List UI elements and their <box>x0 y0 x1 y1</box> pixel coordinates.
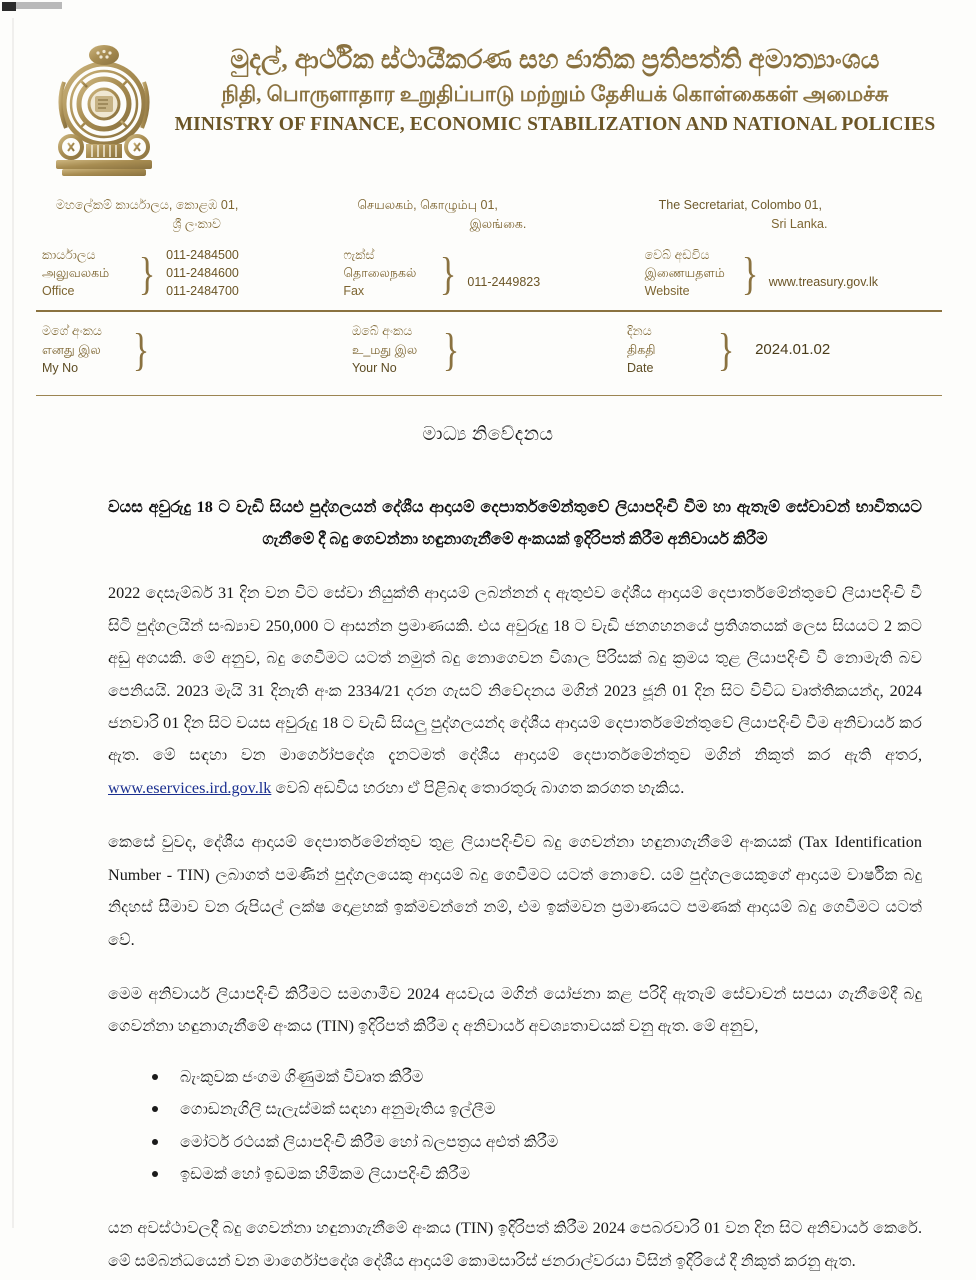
address-sinhala: මහලේකම් කාර්යාලය, කොළඹ 01, ශ්‍රී ලංකාව <box>56 198 239 231</box>
ministry-title-sinhala: මුදල්, ආර්ථික ස්ථායීකරණ සහ ජාතික ප්‍රතිපත්ති අමාත්‍යාංශය <box>230 45 880 74</box>
requirement-list <box>108 1061 922 1191</box>
list-item: මෝටර් රථයක් ලියාපදිංචි කිරීම හෝ බලපත්‍රය අළුත් කිරීම <box>146 1126 922 1158</box>
office-phone-group <box>42 246 333 300</box>
headline: වයස අවුරුදු 18 ට වැඩි සියළු පුද්ගලයන් දේශීය ආදායම් දෙපාර්තමේන්තුවේ ලියාපදිංචි වීම හා ඇතැම් සේවාවන් භාවිතයට ගැනීමේ දී බදු ගෙවන්නා හඳුනාගැනීමේ අංකයක් ඉදිරිපත් කිරීම අනිවාර්ය කිරීම <box>108 498 922 548</box>
eservices-ird-link[interactable]: www.eservices.ird.gov.lk <box>108 778 272 797</box>
date-labels: දිනය திகதி Date <box>627 324 656 375</box>
list-item: ඉඩමක් හෝ ඉඩමක හිමිකම ලියාපදිංචි කිරීම <box>146 1158 922 1190</box>
your-no-labels: ඔබේ අංකය உ_மது இல Your No <box>352 324 418 375</box>
office-labels: කාර්යාලය அலுவலகம் Office <box>42 248 110 299</box>
brace-icon: } <box>717 324 735 376</box>
letterhead <box>0 0 976 180</box>
sri-lanka-national-emblem-icon <box>48 42 160 180</box>
website-url: www.treasury.gov.lk <box>768 274 879 289</box>
contact-block <box>0 180 976 304</box>
ministry-titles <box>160 36 936 136</box>
paragraph-1-text-a: 2022 දෙසැම්බර් 31 දින වන විට සේවා නියුක්ති ආදායම් ලබන්නන් ද ඇතුළුව දේශීය ආදායම් දෙපාර්තමේන්තුවේ ලියාපදිංචි වී සිටි පුද්ගලයින් සංඛ්‍යාව 250,000 ට ආසන්න ප්‍රමාණයකි. එය අවුරුදු 18 ට වැඩි ජනගහනයේ ප්‍රතිශතයක් ලෙස සියයට 2 කට අඩු අගයකි. මේ අනුව, බදු ගෙවීමට යටත් නමුත් බදු නොගෙවන විශාල පිරිසක් බදු ක්‍රමය තුළ ලියාපදිංචි වී නොමැති බව පෙනියයි. 2023 මැයි 31 දිනැති අංක 2334/21 දරන ගැසට් නිවේදනය මගින් 2023 ජූනි 01 දින සිට විවිධ වෘත්තිකයන්ද, 2024 ජනවාරි 01 දින සිට වයස අවුරුදු 18 ට වැඩි සියලු පුද්ගලයන්ද දේශීය ආදායම් දෙපාර්තමේන්තුවේ ලියාපදිංචි වීම අනිවාර්ය කර ඇත. මේ සඳහා වන මාර්ගෝපදේශ දැනටමත් දේශීය ආදායම් දෙපාර්තමේන්තුව මගින් නිකුත් කර ඇති අතර, <box>108 584 922 765</box>
paragraph-1-text-b: වෙබ් අඩවිය හරහා ඒ පිළිබඳ තොරතුරු බාගත කරගත හැකිය. <box>271 778 685 797</box>
fax-labels: ෆැක්ස් தொலைநகல் Fax <box>343 248 417 299</box>
ministry-title-english: MINISTRY OF FINANCE, ECONOMIC STABILIZATION AND NATIONAL POLICIES <box>174 113 936 135</box>
brace-icon: } <box>132 324 150 376</box>
website-group <box>645 246 936 300</box>
brace-icon: } <box>138 247 156 299</box>
paragraph-2: කෙසේ වුවද, දේශීය ආදායම් දෙපාර්තමේන්තුව තුළ ලියාපදිංචිව බදු ගෙවන්නා හඳුනාගැනීමේ අංකයක් (Tax Identification Number - TIN) ලබාගත් පමණින් පුද්ගලයෙකු ආදායම් බදු ගෙවීමට යටත් නොවේ. යම් පුද්ගලයෙකුගේ ආදායම වාර්ෂික බදු නිදහස් සීමාව වන රුපියල් ලක්ෂ දොළහක් ඉක්මවන්නේ නම්, එම ඉක්මවන ප්‍රමාණයට පමණක් ආදායම් බදු ගෙවීමට යටත් වේ. <box>108 833 922 949</box>
document-type-heading: මාධ්‍ය නිවේදනය <box>422 424 554 446</box>
date-value: 2024.01.02 <box>755 341 831 359</box>
list-item: බැංකුවක ජංගම ගිණුමක් විවෘත කිරීම <box>146 1061 922 1093</box>
website-labels: වෙබ් අඩවිය இணையதளம் Website <box>644 248 725 299</box>
contact-column-office <box>42 196 343 300</box>
paragraph-3: මෙම අනිවාර්ය ලියාපදිංචි කිරීමට සමගාමීව 2024 අයවැය මගින් යෝජනා කළ පරිදි ඇතැම් සේවාවන් සපයා ගැනීමේදී බදු ගෙවන්නා හඳුනාගැනීමේ අංකය (TIN) ඉදිරිපත් කිරීම ද අනිවාර්ය අවශ්‍යතාවයක් වනු ඇත. මේ අනුව, <box>108 984 922 1036</box>
your-no-field <box>352 322 627 376</box>
office-phone-numbers: 011-2484500 011-2484600 011-2484700 <box>166 248 239 299</box>
paragraph-4: යන අවස්ථාවලදී බදු ගෙවන්නා හඳුනාගැනීමේ අංකය (TIN) ඉදිරිපත් කිරීම 2024 පෙබරවාරි 01 වන දින සිට අනිවාර්ය කෙරේ. මේ සම්බන්ධයෙන් වන මාර්ගෝපදේශ දේශීය ආදායම් කොමසාරිස් ජනරාල්වරයා විසින් ඉදිරියේ දී නිකුත් කරනු ඇත. <box>108 1219 922 1270</box>
contact-column-fax <box>343 196 644 300</box>
document-content <box>0 492 976 1277</box>
ministry-title-tamil: நிதி, பொருளாதார உறுதிப்பாடு மற்றும் தேசியக் கொள்கைகள் அமைச்சு <box>221 81 889 106</box>
contact-column-website <box>645 196 946 300</box>
date-field <box>627 322 830 376</box>
my-no-field <box>42 322 352 376</box>
reference-row <box>0 312 976 388</box>
brace-icon: } <box>440 247 457 299</box>
scan-edge-line <box>12 18 14 1228</box>
fax-number: 011-2449823 <box>467 274 541 289</box>
paragraph-1 <box>108 577 922 804</box>
address-english: The Secretariat, Colombo 01, Sri Lanka. <box>658 198 828 231</box>
brace-icon: } <box>442 324 460 376</box>
my-no-labels: මගේ අංකය எனது இல My No <box>42 324 102 375</box>
list-item: ගොඩනැගිලි සැලැස්මක් සඳහා අනුමැතිය ඉල්ලීම <box>146 1093 922 1125</box>
address-tamil: செயலகம், கொழும்பு 01, இலங்கை. <box>357 198 527 231</box>
fax-group <box>343 246 634 300</box>
brace-icon: } <box>741 247 758 299</box>
reference-divider <box>36 395 942 397</box>
